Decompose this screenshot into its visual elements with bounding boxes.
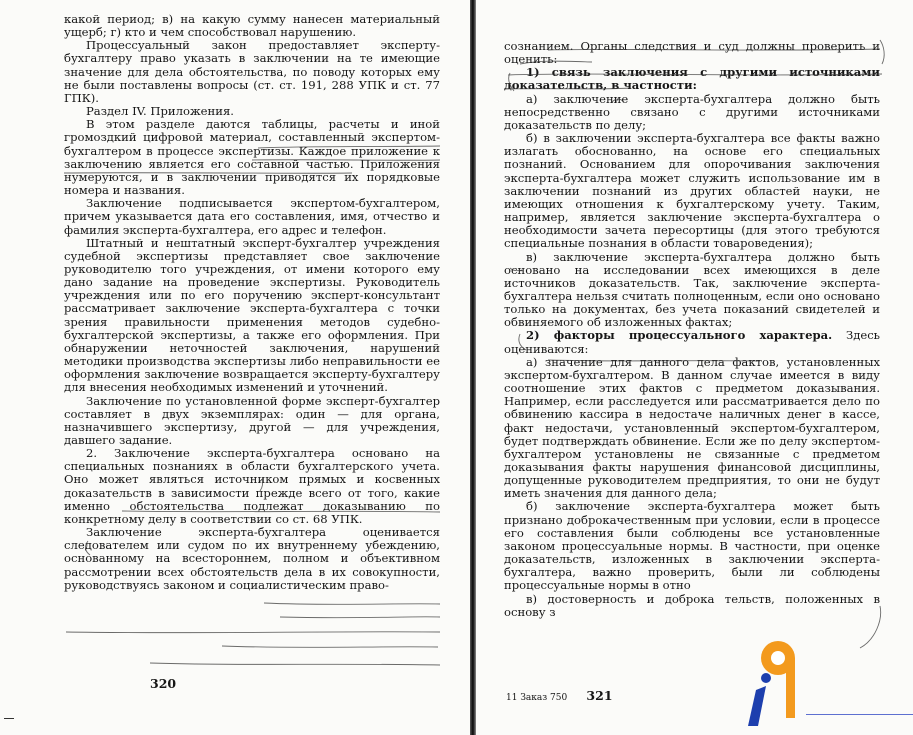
logo-underline bbox=[806, 714, 913, 715]
right-page-number: 321 bbox=[586, 688, 613, 703]
left-paragraph: В этом разделе даются таблицы, расчеты и иной громоздкий цифровой материал, составленный экспертом-бухгалтером в процессе экспертизы. Каждое приложение к заключению является его составной частью. Приложения нумеруются, и в заключении приводятся их порядковые номера и названия. bbox=[64, 117, 440, 198]
left-page-number: 320 bbox=[150, 676, 177, 691]
left-paragraph: Заключение эксперта-бухгалтера оценивается следователем или судом по их внутреннему убеждению, основанному на всестороннем, полном и объективном рассмотрении всех обстоятельств дела в их совокупности, руководствуясь законом и социалистическим право- bbox=[64, 525, 440, 592]
printing-order-mark: 11 Заказ 750 bbox=[506, 693, 568, 703]
right-paragraph: в) заключение эксперта-бухгалтера должно быть основано на исследовании всех имеющихся в деле источников доказательств. Так, заключение эксперта-бухгалтера нельзя считать полноценным, если оно основано только на документах, без учета показаний свидетелей и обвиняемого об изложенных фактах; bbox=[504, 249, 880, 330]
left-paragraph: 2. Заключение эксперта-бухгалтера основано на специальных познаниях в области бухгалтерского учета. Оно может являться источником прямых и косвенных доказательств в зависимости прежде всего от того, какие именно обстоятельства подлежат доказыванию по конкретному делу в соответствии со ст. 68 УПК. bbox=[64, 446, 440, 526]
left-paragraph: Процессуальный закон предоставляет эксперту-бухгалтеру право указать в заключении на те имеющие значение для дела обстоятельства, по поводу которых ему не были поставлены вопросы (ст. ст. 191, 288 УПК и ст. 77 ГПК). bbox=[64, 38, 440, 105]
left-paragraph: Раздел IV. Приложения. bbox=[86, 104, 234, 119]
right-paragraph: 2) факторы процессуального характера. Здесь оцениваются: bbox=[504, 328, 880, 356]
right-paragraph: б) в заключении эксперта-бухгалтера все факты важно излагать обоснованно, на основе его специальных познаний. Основанием для опорочивания заключения эксперта-бухгалтера может служить использование им в заключении познаний из других областей науки, не имеющих отношения к бухгалтерскому учету. Таким, например, является заключение эксперта-бухгалтера о необходимости зачета пересортицы (для этого требуются специальные познания в области товароведения); bbox=[504, 131, 880, 251]
left-paragraph: Заключение по установленной форме эксперт-бухгалтер составляет в двух экземплярах: один — для органа, назначившего экспертизу, другой — для учреждения, давшего задание. bbox=[64, 393, 440, 447]
right-paragraph: 1) связь заключения с другими источниками доказательств, в частности: bbox=[504, 65, 880, 93]
right-paragraph: сознанием. Органы следствия и суд должны проверить и оценить: bbox=[504, 40, 880, 67]
orange-i-logo bbox=[738, 640, 800, 730]
right-paragraph: б) заключение эксперта-бухгалтера может быть признано доброкачественным при условии, если в процессе его составления были соблюдены все установленные законом процессуальные нормы. В частности, при оценке доказательств, изложенных в заключении эксперта-бухгалтера, важно проверить, были ли соблюдены процессуальные нормы в отно bbox=[504, 499, 880, 593]
right-page-footer bbox=[506, 688, 613, 703]
left-paragraph: Заключение подписывается экспертом-бухгалтером, причем указывается дата его составления, имя, отчество и фамилия эксперта-бухгалтера, его адрес и телефон. bbox=[64, 196, 440, 237]
scan-corner-mark bbox=[4, 718, 14, 719]
right-paragraph: а) значение для данного дела фактов, установленных экспертом-бухгалтером. В данном случае имеется в виду соотношение этих фактов с предметом доказывания. Например, если расследуется или рассматривается дело по обвинению кассира в недостаче наличных денег в кассе, факт недостачи, установленный экспертом-бухгалтером, будет подтверждать обвинение. Если же по делу экспертом-бухгалтером установлены не связанные с предметом доказывания факты нарушения финансовой дисциплины, допущенные руководителем предприятия, то они не будут иметь значения для данного дела; bbox=[504, 354, 880, 501]
right-page-text bbox=[504, 40, 880, 665]
left-paragraph: Штатный и нештатный эксперт-бухгалтер учреждения судебной экспертизы представляет свое заключение руководителю того учреждения, от имени которого ему дано задание на проведение экспертизы. Руководитель учреждения или по его поручению эксперт-консультант рассматривает заключение эксперта-бухгалтера с точки зрения правильности применения методов судебно-бухгалтерской экспертизы, а также его оформления. При обнаружении неточностей заключения, нарушений методики производства экспертизы либо неправильности ее оформления заключение возвращается эксперту-бухгалтеру для внесения необходимых изменений и уточнений. bbox=[64, 235, 440, 395]
left-paragraph: какой период; в) на какую сумму нанесен материальный ущерб; г) кто и чем способствовал нарушению. bbox=[64, 13, 440, 40]
left-page-text bbox=[64, 13, 440, 663]
right-paragraph: в) достоверность и доброка тельств, положенных в основу з bbox=[504, 591, 880, 619]
right-paragraph: а) заключение эксперта-бухгалтера должно быть непосредственно связано с другими источниками доказательств по делу; bbox=[504, 91, 880, 132]
right-page bbox=[476, 0, 913, 735]
